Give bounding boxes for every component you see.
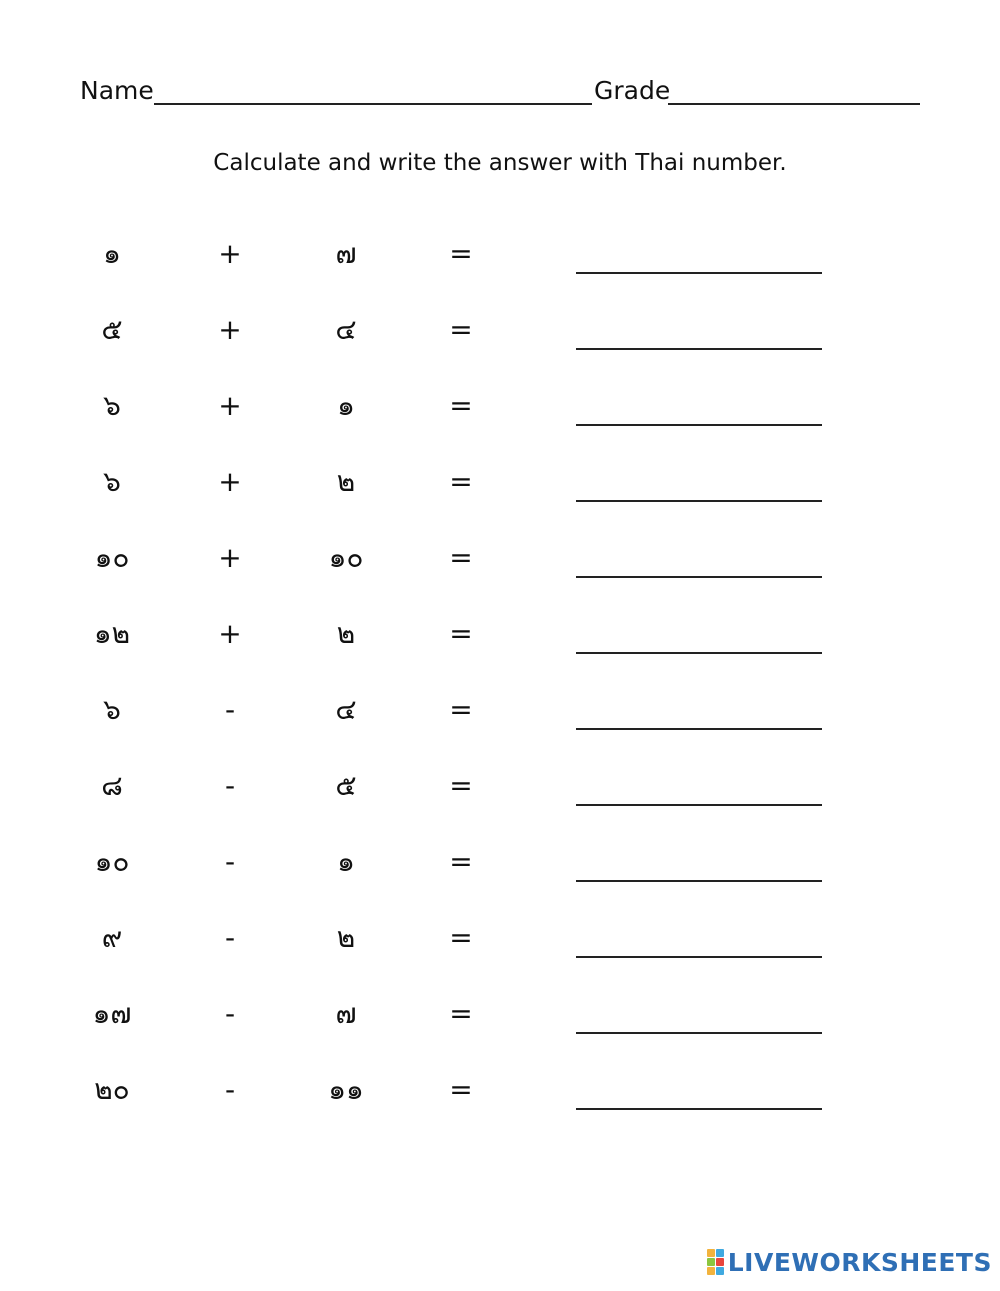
problem-row: [0, 756, 1000, 816]
problem-row: [0, 908, 1000, 968]
operand-b: ๔: [335, 313, 357, 346]
logo-block: [707, 1267, 715, 1275]
name-field[interactable]: [154, 103, 592, 105]
operand-b: ๒: [336, 617, 356, 650]
answer-field[interactable]: [576, 576, 822, 578]
answer-field[interactable]: [576, 500, 822, 502]
answer-field[interactable]: [576, 728, 822, 730]
equals-sign: =: [449, 237, 473, 270]
problem-row: [0, 832, 1000, 892]
equals-sign: =: [449, 845, 473, 878]
operand-a: ๑๐: [94, 845, 130, 878]
operator: +: [218, 541, 242, 574]
operator: +: [218, 237, 242, 270]
name-label: Name: [80, 76, 154, 105]
operator: +: [218, 617, 242, 650]
operand-a: ๑๗: [92, 997, 132, 1030]
equals-sign: =: [449, 465, 473, 498]
operator: -: [224, 921, 236, 954]
equals-sign: =: [449, 693, 473, 726]
operand-b: ๑: [337, 845, 355, 878]
instruction-text: Calculate and write the answer with Thai number.: [213, 150, 787, 176]
logo-block: [716, 1258, 724, 1266]
operand-b: ๗: [335, 997, 357, 1030]
operand-a: ๑๐: [94, 541, 130, 574]
brand-text: LIVEWORKSHEETS: [727, 1247, 992, 1277]
problem-row: [0, 452, 1000, 512]
operand-a: ๒๐: [94, 1073, 130, 1106]
equals-sign: =: [449, 313, 473, 346]
operator: -: [224, 997, 236, 1030]
operand-a: ๑๒: [93, 617, 131, 650]
operand-a: ๖: [103, 465, 121, 498]
operand-b: ๒: [336, 465, 356, 498]
answer-field[interactable]: [576, 1108, 822, 1110]
operand-b: ๑๐: [328, 541, 364, 574]
answer-field[interactable]: [576, 652, 822, 654]
operator: -: [224, 693, 236, 726]
answer-field[interactable]: [576, 1032, 822, 1034]
grade-label: Grade: [594, 76, 671, 105]
answer-field[interactable]: [576, 880, 822, 882]
operand-b: ๗: [335, 237, 357, 270]
equals-sign: =: [449, 921, 473, 954]
equals-sign: =: [449, 617, 473, 650]
problem-row: [0, 984, 1000, 1044]
problem-row: [0, 224, 1000, 284]
operand-a: ๘: [101, 769, 123, 802]
operand-a: ๖: [103, 389, 121, 422]
answer-field[interactable]: [576, 272, 822, 274]
operand-b: ๕: [335, 769, 357, 802]
operand-a: ๙: [101, 921, 123, 954]
answer-field[interactable]: [576, 956, 822, 958]
operator: -: [224, 845, 236, 878]
logo-block: [716, 1249, 724, 1257]
problem-row: [0, 300, 1000, 360]
answer-field[interactable]: [576, 424, 822, 426]
operand-a: ๖: [103, 693, 121, 726]
answer-field[interactable]: [576, 348, 822, 350]
equals-sign: =: [449, 997, 473, 1030]
operator: +: [218, 465, 242, 498]
logo-block: [707, 1249, 715, 1257]
logo-block: [707, 1258, 715, 1266]
logo-blocks-icon: [707, 1249, 724, 1275]
problem-row: [0, 376, 1000, 436]
problem-row: [0, 604, 1000, 664]
operand-b: ๑: [337, 389, 355, 422]
operator: +: [218, 313, 242, 346]
logo-block: [716, 1267, 724, 1275]
problem-row: [0, 528, 1000, 588]
operand-a: ๑: [103, 237, 121, 270]
problem-row: [0, 1060, 1000, 1120]
grade-field[interactable]: [668, 103, 920, 105]
problem-row: [0, 680, 1000, 740]
operator: +: [218, 389, 242, 422]
header-line: [80, 72, 920, 112]
equals-sign: =: [449, 389, 473, 422]
liveworksheets-logo: [707, 1247, 992, 1277]
operator: -: [224, 769, 236, 802]
answer-field[interactable]: [576, 804, 822, 806]
operand-b: ๔: [335, 693, 357, 726]
operand-a: ๕: [101, 313, 123, 346]
equals-sign: =: [449, 769, 473, 802]
operand-b: ๒: [336, 921, 356, 954]
equals-sign: =: [449, 541, 473, 574]
operator: -: [224, 1073, 236, 1106]
equals-sign: =: [449, 1073, 473, 1106]
operand-b: ๑๑: [328, 1073, 364, 1106]
